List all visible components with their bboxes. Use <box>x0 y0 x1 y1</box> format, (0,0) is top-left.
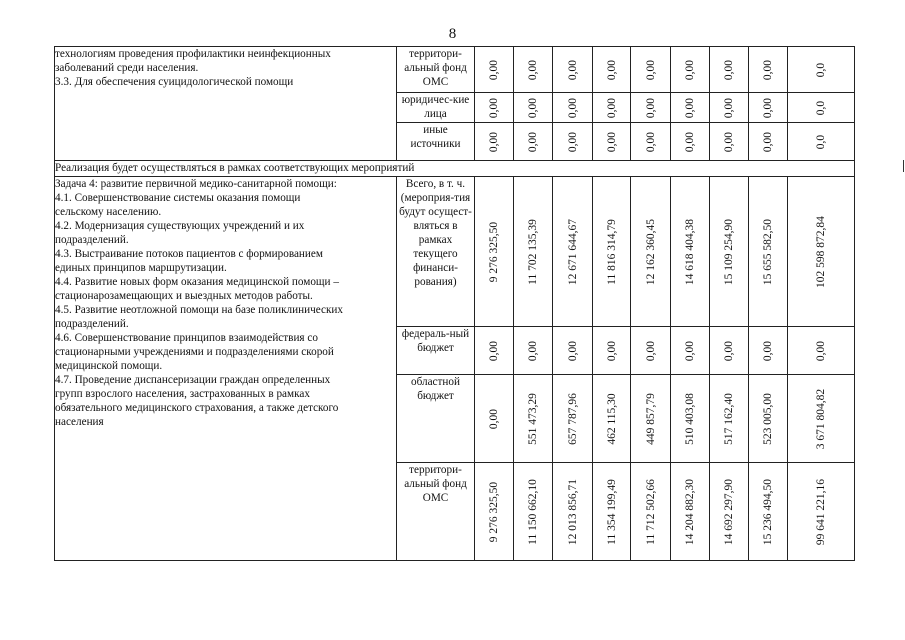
description-line: 4.3. Выстраивание потоков пациентов с формированием <box>55 248 323 260</box>
table-row <box>55 161 855 177</box>
value-cell: 0,00 <box>514 327 553 375</box>
value-cell: 0,00 <box>710 123 749 161</box>
description-line: сельскому населению. <box>55 206 162 218</box>
funding-source: иные источники <box>397 123 475 161</box>
value-cell: 0,00 <box>671 327 710 375</box>
value-cell: 551 473,29 <box>514 375 553 463</box>
value-cell: 510 403,08 <box>671 375 710 463</box>
description-line: 4.1. Совершенствование системы оказания помощи <box>55 192 301 204</box>
description-line: подразделений. <box>55 234 129 246</box>
value-cell: 11 816 314,79 <box>593 177 631 327</box>
value-cell: 657 787,96 <box>553 375 593 463</box>
funding-source: областной бюджет <box>397 375 475 463</box>
description-line: 3.3. Для обеспечения суицидологической помощи <box>55 76 294 88</box>
value-cell: 9 276 325,50 <box>475 463 514 561</box>
value-cell: 0,00 <box>710 93 749 123</box>
description-line: 4.2. Модернизация существующих учреждений и их <box>55 220 305 232</box>
value-cell: 0,00 <box>631 327 671 375</box>
value-cell: 523 005,00 <box>749 375 788 463</box>
right-edge-mark <box>903 160 904 172</box>
value-cell: 0,00 <box>514 123 553 161</box>
total-value-cell: 0,0 <box>788 123 855 161</box>
value-cell: 0,00 <box>749 123 788 161</box>
value-cell: 0,00 <box>749 93 788 123</box>
value-cell: 0,00 <box>475 375 514 463</box>
value-cell: 0,00 <box>475 123 514 161</box>
value-cell: 11 150 662,10 <box>514 463 553 561</box>
value-cell: 0,00 <box>749 327 788 375</box>
task-description-cell <box>55 47 397 161</box>
value-cell: 14 204 882,30 <box>671 463 710 561</box>
value-cell: 0,00 <box>553 93 593 123</box>
value-cell: 0,00 <box>553 327 593 375</box>
description-line: медицинской помощи. <box>55 360 163 372</box>
value-cell: 0,00 <box>593 327 631 375</box>
total-value-cell: 0,0 <box>788 93 855 123</box>
value-cell: 0,00 <box>671 47 710 93</box>
task-description-cell <box>55 177 397 561</box>
budget-table <box>54 46 855 561</box>
description-line: 4.4. Развитие новых форм оказания медицинской помощи – <box>55 276 339 288</box>
value-cell: 9 276 325,50 <box>475 177 514 327</box>
value-cell: 15 109 254,90 <box>710 177 749 327</box>
value-cell: 462 115,30 <box>593 375 631 463</box>
value-cell: 0,00 <box>553 47 593 93</box>
implementation-note: Реализация будет осуществляться в рамках соответствующих мероприятий <box>55 161 855 177</box>
description-line: технологиям проведения профилактики неинфекционных <box>55 48 331 60</box>
value-cell: 0,00 <box>671 123 710 161</box>
value-cell: 11 712 502,66 <box>631 463 671 561</box>
description-line: населения <box>55 416 104 428</box>
value-cell: 0,00 <box>631 123 671 161</box>
value-cell: 0,00 <box>475 327 514 375</box>
value-cell: 0,00 <box>631 93 671 123</box>
value-cell: 12 013 856,71 <box>553 463 593 561</box>
total-value-cell: 0,00 <box>788 327 855 375</box>
total-value-cell: 0,0 <box>788 47 855 93</box>
description-line: заболеваний среди населения. <box>55 62 199 74</box>
value-cell: 12 162 360,45 <box>631 177 671 327</box>
value-cell: 0,00 <box>631 47 671 93</box>
value-cell: 0,00 <box>710 327 749 375</box>
value-cell: 15 236 494,50 <box>749 463 788 561</box>
description-line: обязательного медицинского страхования, а также детского <box>55 402 339 414</box>
value-cell: 0,00 <box>749 47 788 93</box>
value-cell: 0,00 <box>593 93 631 123</box>
value-cell: 0,00 <box>514 93 553 123</box>
funding-source: федераль-ный бюджет <box>397 327 475 375</box>
value-cell: 0,00 <box>553 123 593 161</box>
value-cell: 0,00 <box>514 47 553 93</box>
description-line: единых принципов маршрутизации. <box>55 262 227 274</box>
description-line: подразделений. <box>55 318 129 330</box>
description-line: Задача 4: развитие первичной медико-санитарной помощи: <box>55 178 337 190</box>
value-cell: 0,00 <box>671 93 710 123</box>
description-line: стационарозамещающих и выездных методов работы. <box>55 290 313 302</box>
total-value-cell: 99 641 221,16 <box>788 463 855 561</box>
value-cell: 11 702 135,39 <box>514 177 553 327</box>
total-value-cell: 102 598 872,84 <box>788 177 855 327</box>
description-line: стационарными учреждениями и подразделениями скорой <box>55 346 334 358</box>
value-cell: 11 354 199,49 <box>593 463 631 561</box>
funding-source: юридичес-кие лица <box>397 93 475 123</box>
value-cell: 0,00 <box>475 47 514 93</box>
value-cell: 0,00 <box>710 47 749 93</box>
funding-source: территори-альный фонд ОМС <box>397 47 475 93</box>
table-row <box>55 177 855 327</box>
value-cell: 0,00 <box>593 123 631 161</box>
description-line: 4.7. Проведение диспансеризации граждан определенных <box>55 374 331 386</box>
value-cell: 0,00 <box>593 47 631 93</box>
value-cell: 12 671 644,67 <box>553 177 593 327</box>
value-cell: 15 655 582,50 <box>749 177 788 327</box>
value-cell: 449 857,79 <box>631 375 671 463</box>
description-line: 4.5. Развитие неотложной помощи на базе поликлинических <box>55 304 343 316</box>
description-line: 4.6. Совершенствование принципов взаимодействия со <box>55 332 318 344</box>
table-row <box>55 47 855 93</box>
value-cell: 517 162,40 <box>710 375 749 463</box>
total-value-cell: 3 671 804,82 <box>788 375 855 463</box>
description-line: групп взрослого населения, застрахованных в рамках <box>55 388 310 400</box>
funding-source: территори-альный фонд ОМС <box>397 463 475 561</box>
value-cell: 14 692 297,90 <box>710 463 749 561</box>
value-cell: 0,00 <box>475 93 514 123</box>
funding-source: Всего, в т. ч. (мероприя-тия будут осущест-вляться в рамках текущего финанси-рования) <box>397 177 475 327</box>
value-cell: 14 618 404,38 <box>671 177 710 327</box>
page-number: 8 <box>448 26 457 42</box>
